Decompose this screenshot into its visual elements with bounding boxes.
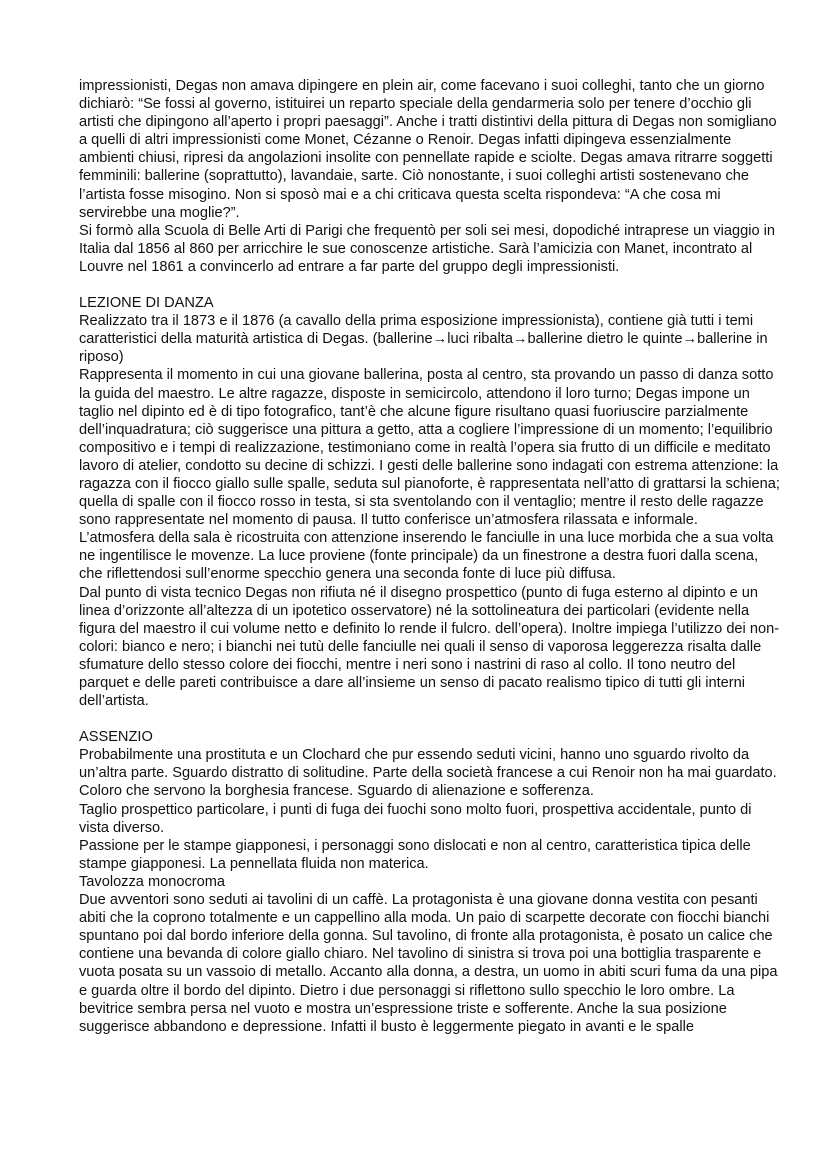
section-gap	[79, 710, 784, 728]
lezione-paragraph-3: L’atmosfera della sala è ricostruita con attenzione inserendo le fanciulle in una luce morbida che a sua volta ne ingentilisce le movenze. La luce proviene (fonte principale) da un finestrone a destra fuori dalla scena, che riflettendosi sull’enorme specchio genera una seconda fonte di luce più diffusa.	[79, 530, 774, 583]
assenzio-paragraph-1: Probabilmente una prostituta e un Clochard che pur essendo seduti vicini, hanno uno sguardo rivolto da un’altra parte. Sguardo distratto di solitudine. Parte della società francese a cui Renoir non ha mai guardato. Coloro che servono la borghesia francese. Sguardo di alienazione e sofferenza.	[79, 747, 777, 800]
assenzio-paragraph-2: Taglio prospettico particolare, i punti di fuga dei fuochi sono molto fuori, prospettiva accidentale, punto di vista diverso.	[79, 801, 752, 836]
assenzio-paragraph-5: Due avventori sono seduti ai tavolini di un caffè. La protagonista è una giovane donna vestita con pesanti abiti che la coprono totalmente e un cappellino alla moda. Un paio di scarpette decorate con fiocchi bianchi spuntano poi dal bordo inferiore della gonna. Sul tavolino, di fronte alla protagonista, è posato un calice che contiene una bevanda di colore giallo chiaro. Nel tavolino di sinistra si trova poi una bottiglia trasparente e vuota posata su un vassoio di metallo. Accanto alla donna, a destra, un uomo in abiti scuri fuma da una pipa e guarda oltre il bordo del dipinto. Dietro i due personaggi si riflettono sullo specchio le loro ombre. La bevitrice sembra persa nel vuoto e mostra un’espressione triste e sofferente. Anche la sua posizione suggerisce abbandono e depressione. Infatti il busto è leggermente piegato in avanti e le spalle	[79, 892, 778, 1035]
lezione-paragraph-1: Realizzato tra il 1873 e il 1876 (a cavallo della prima esposizione impressionista), contiene già tutti i temi caratteristici della maturità artistica di Degas. (ballerine→luci ribalta→ballerine dietro le quinte→ballerine in riposo)	[79, 313, 768, 366]
section-heading-lezione: LEZIONE DI DANZA	[79, 295, 214, 312]
section-gap	[79, 276, 784, 294]
lezione-paragraph-2: Rappresenta il momento in cui una giovane ballerina, posta al centro, sta provando un passo di danza sotto la guida del maestro. Le altre ragazze, disposte in semicircolo, attendono il loro turno; Degas impone un taglio nel dipinto ed è di tipo fotografico, tant’è che alcune figure risultano quasi fuoriuscire parzialmente dell’inquadratura; ciò suggerisce una pittura a getto, atta a cogliere l’impressione di un momento; l’equilibrio compositivo e i tempi di realizzazione, testimoniano come in realtà l’opera sia frutto di un difficile e meditato lavoro di atelier, condotto su decine di schizzi. I gesti delle ballerine sono indagati con estrema attenzione: la ragazza con il fiocco giallo sulle spalle, seduta sul pianoforte, è rappresentata nell’atto di grattarsi la schiena; quella di spalle con il fiocco rosso in testa, si sta sventolando con il ventaglio; mentre il resto delle ragazze sono rappresentate nel momento di pausa. Il tutto conferisce un’atmosfera rilassata e informale.	[79, 367, 780, 529]
lezione-paragraph-4: Dal punto di vista tecnico Degas non rifiuta né il disegno prospettico (punto di fuga esterno al dipinto e un linea d’orizzonte all’altezza di un ipotetico osservatore) né la sottolineatura dei particolari (evidente nella figura del maestro il cui volume netto e definito lo rende il fulcro. dell’opera). Inoltre impiega l’utilizzo dei non-colori: bianco e nero; i bianchi nei tutù delle fanciulle nei quali il senso di vaporosa leggerezza risalta dalle sfumature dello stesso colore dei fiocchi, mentre i neri sono i nastrini di raso al collo. Il tono neutro del parquet e delle pareti contribuisce a dare all’insieme un senso di pacato realismo tipico di tutti gli interni dell’artista.	[79, 584, 780, 710]
section-heading-assenzio: ASSENZIO	[79, 729, 153, 746]
assenzio-paragraph-3: Passione per le stampe giapponesi, i personaggi sono dislocati e non al centro, caratteristica tipica delle stampe giapponesi. La pennellata fluida non materica.	[79, 837, 751, 872]
intro-paragraph-2: Si formò alla Scuola di Belle Arti di Parigi che frequentò per soli sei mesi, dopodiché intraprese un viaggio in Italia dal 1856 al 860 per arricchire le sue conoscenze artistiche. Sarà l’amicizia con Manet, incontrato al Louvre nel 1861 a convincerlo ad entrare a far parte del gruppo degli impressionisti.	[79, 222, 776, 275]
intro-paragraph-1: impressionisti, Degas non amava dipingere en plein air, come facevano i suoi colleghi, tanto che un giorno dichiarò: “Se fossi al governo, istituirei un reparto speciale della gendarmeria solo per tenere d’occhio gli artisti che dipingono all’aperto i propri paesaggi”. Anche i tratti distintivi della pittura di Degas non somigliano a quelli di altri impressionisti come Monet, Cézanne o Renoir. Degas infatti dipingeva essenzialmente ambienti chiusi, ripresi da angolazioni insolite con pennellate rapide e sciolte. Degas amava ritrarre soggetti femminili: ballerine (soprattutto), lavandaie, sarte. Ciò nonostante, i suoi colleghi artisti sostenevano che l’artista fosse misogino. Non si sposò mai e a chi criticava questa scelta rispondeva: “A che cosa mi servirebbe una moglie?”.	[79, 78, 777, 221]
assenzio-paragraph-4: Tavolozza monocroma	[79, 873, 226, 890]
